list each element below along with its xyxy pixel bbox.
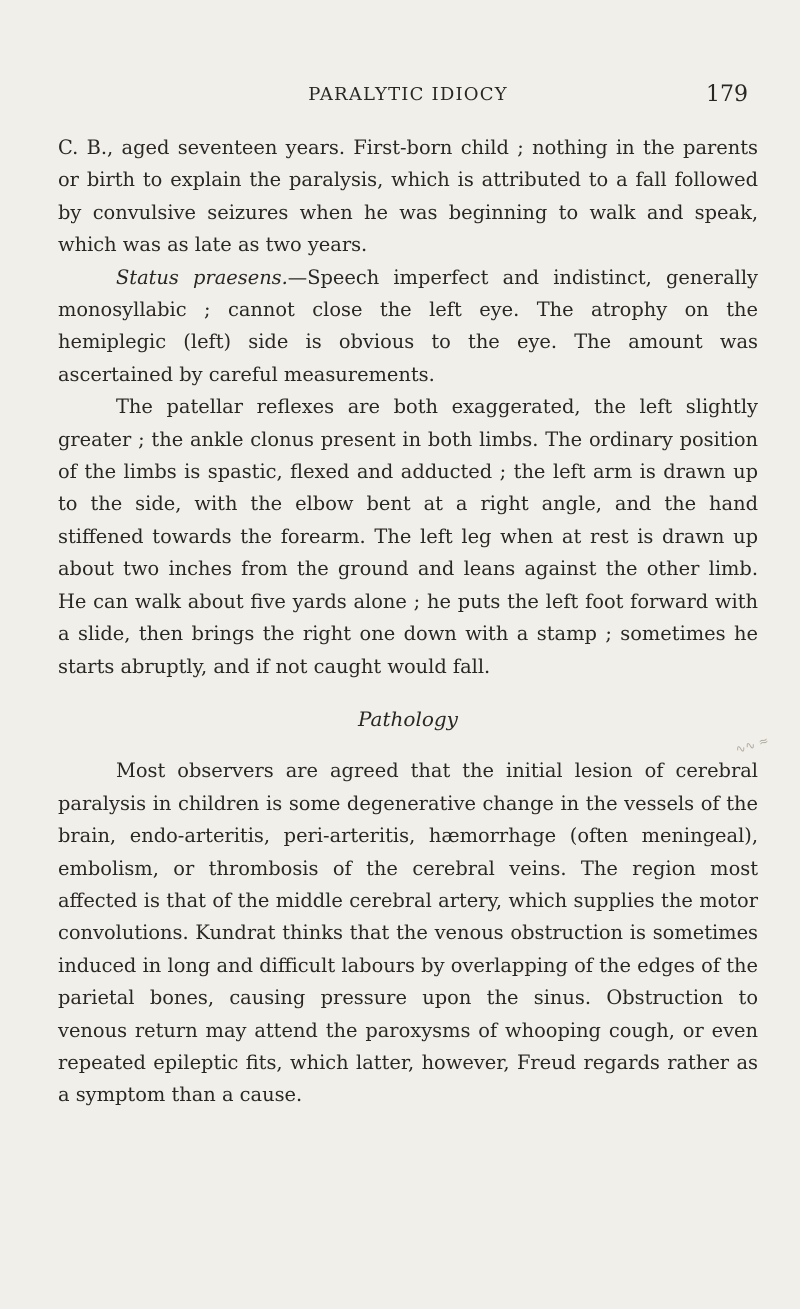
case-paragraph: C. B., aged seventeen years. First-born child ; nothing in the parents or birth to explain the paralysis, which is attributed to a fall followed by convulsive seizures when he was beginning to walk and speak, which was as late as two years.: [58, 136, 758, 257]
pencil-marks-icon: ∿∿ ≈: [733, 733, 771, 757]
running-head: [58, 82, 758, 116]
status-label: Status praesens.: [116, 265, 288, 289]
main-text: [58, 132, 758, 1112]
page-number: 179: [706, 82, 748, 107]
pathology-paragraph: Most observers are agreed that the initial lesion of cerebral paralysis in children is some degenerative change in the vessels of the brain, endo-arteritis, peri-arteritis, hæmorrhage (often meningeal), embolism, or thrombosis of the cerebral veins. The region most affected is that of the middle cerebral artery, which supplies the motor convolutions. Kundrat thinks that the venous obstruction is sometimes induced in long and difficult labours by overlapping of the edges of the parietal bones, causing pressure upon the sinus. Obstruction to venous return may attend the paroxysms of whooping cough, or even repeated epileptic fits, which latter, however, Freud regards rather as a symptom than a cause.: [58, 759, 758, 1107]
running-title: PARALYTIC IDIOCY: [308, 84, 508, 105]
section-heading: Pathology: [358, 706, 458, 731]
status-text: —Speech imperfect and indistinct, generally monosyllabic ; cannot close the left eye. The atrophy on the hemiplegic (left) side is obvious to the eye. The amount was ascertained by careful measurements.: [58, 265, 758, 386]
reflex-paragraph: The patellar reflexes are both exaggerated, the left slightly greater ; the ankle clonus present in both limbs. The ordinary position of the limbs is spastic, flexed and adducted ; the left arm is drawn up to the side, with the elbow bent at a right angle, and the hand stiffened towards the forearm. The left leg when at rest is drawn up about two inches from the ground and leans against the other limb. He can walk about five yards alone ; he puts the left foot forward with a slide, then brings the right one down with a stamp ; sometimes he starts abruptly, and if not caught would fall.: [58, 395, 758, 678]
status-paragraph: [58, 262, 758, 392]
